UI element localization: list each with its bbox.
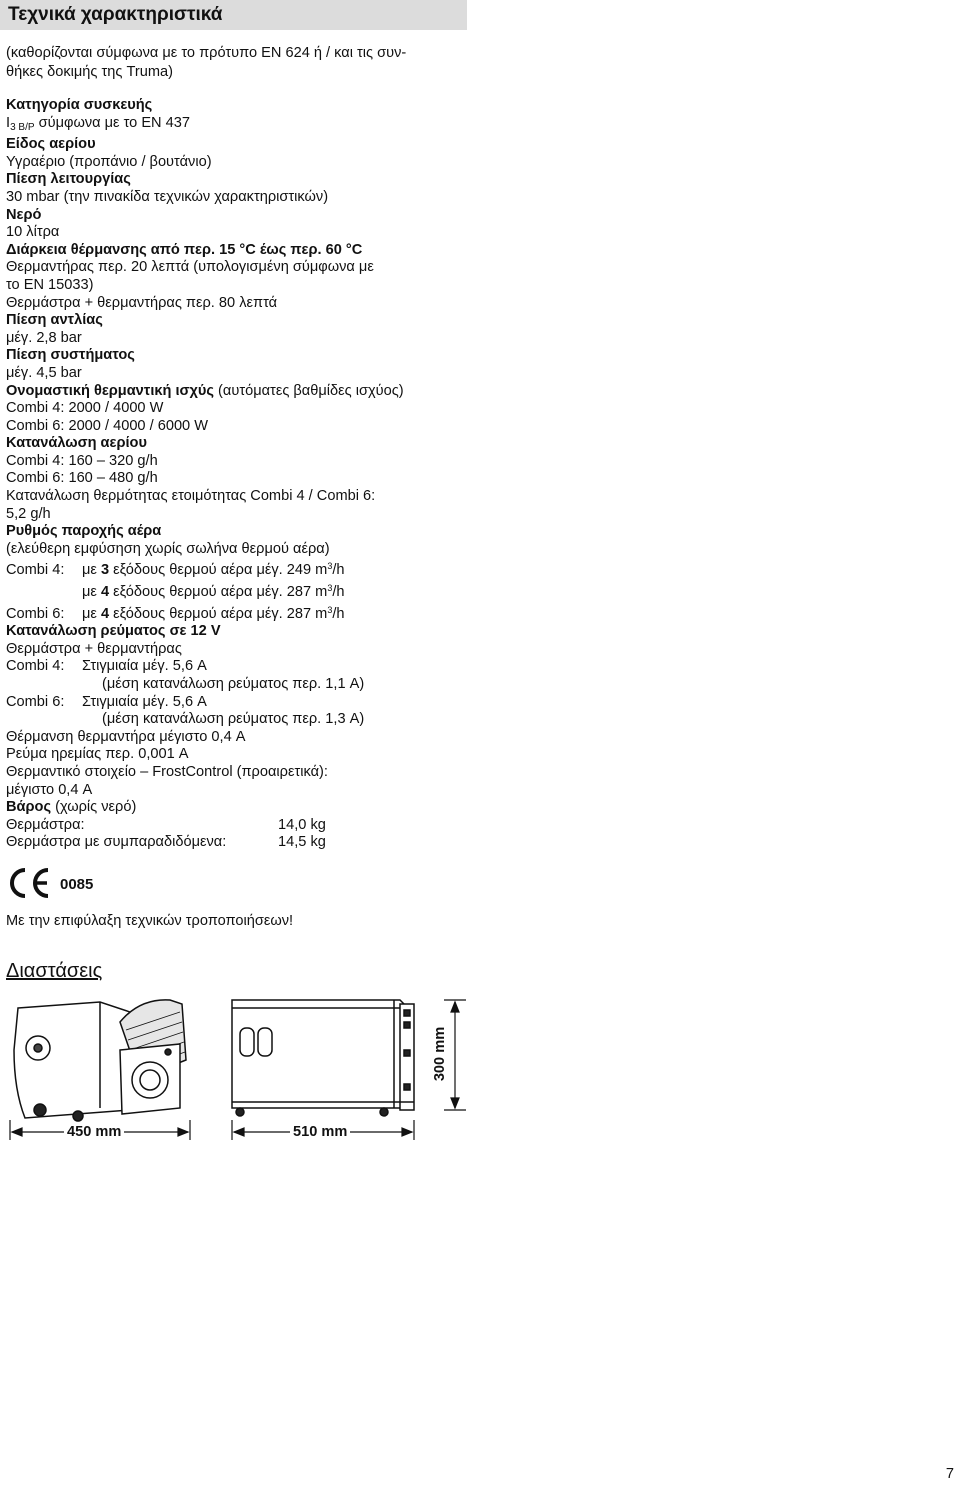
depth-dimension-label: 450 mm [64,1124,124,1140]
height-dimension-label: 300 mm [432,1024,448,1084]
spec-heading: Κατηγορία συσκευής [6,97,153,113]
spec-heading: Πίεση αντλίας [6,312,103,329]
intro-line: (καθορίζονται σύμφωνα με το πρότυπο EN 624 ή / και τις συν- [6,45,407,61]
spec-value: μέγ. 4,5 bar [6,364,82,381]
spec-value: Θερμαντικό στοιχείο – FrostControl (προαιρετικά): [6,763,328,780]
current-row-combi6-avg: (μέση κατανάλωση ρεύματος περ. 1,3 A) [102,711,365,728]
technical-changes-notice: Με την επιφύλαξη τεχνικών τροποποιήσεων! [6,913,294,929]
air-row-combi4-3: Combi 4: με 3 εξόδους θερμού αέρα μέγ. 249 $m^3/h$ [6,561,345,579]
weight-row-accessories: Θερμάστρα με συμπαραδιδόμενα: 14,5 kg [6,834,326,851]
spec-value: Θερμαντήρας περ. 20 λεπτά (υπολογισμένη σύμφωνα με [6,259,374,276]
spec-value: 10 λίτρα [6,224,60,241]
spec-value: Ρεύμα ηρεμίας περ. 0,001 A [6,746,189,763]
spec-heading: Είδος αερίου [6,136,96,153]
spec-value: Κατανάλωση θερμότητας ετοιμότητας Combi 4 / Combi 6: [6,488,376,505]
heater-side-view [14,1000,186,1121]
intro-text [6,44,406,82]
air-row-combi4-4: με 4 εξόδους θερμού αέρα μέγ. 287 $m^3/h$ [82,583,345,601]
page-title-bar [0,0,467,30]
specs-list [6,97,404,852]
page-title: Τεχνικά χαρακτηριστικά [8,4,223,25]
spec-value: Combi 4: 2000 / 4000 W [6,400,164,417]
spec-value: Θερμάστρα + θερμαντήρας [6,640,182,657]
spec-heading: Κατανάλωση ρεύματος σε 12 V [6,623,221,640]
spec-heading: Ρυθμός παροχής αέρα [6,523,162,540]
spec-value: Combi 6: 2000 / 4000 / 6000 W [6,417,209,434]
intro-line: θήκες δοκιμής της Truma) [6,64,173,80]
dimensions-heading: Διαστάσεις [6,960,103,982]
spec-heading: Πίεση συστήματος [6,347,135,364]
spec-heading-line: Ονομαστική θερμαντική ισχύς (αυτόματες βαθμίδες ισχύος) [6,382,404,399]
width-dimension-label: 510 mm [290,1124,350,1140]
spec-value: Θέρμανση θερμαντήρα μέγιστο 0,4 A [6,728,246,745]
ce-mark-icon [6,866,54,900]
spec-value: (ελεύθερη εμφύσηση χωρίς σωλήνα θερμού αέρα) [6,540,330,557]
spec-heading: Νερό [6,206,42,223]
spec-value: 5,2 g/h [6,505,51,522]
spec-value: Combi 6: 160 – 480 g/h [6,470,158,487]
spec-value: 30 mbar (την πινακίδα τεχνικών χαρακτηριστικών) [6,188,329,205]
spec-heading: Κατανάλωση αερίου [6,435,147,452]
spec-value: Θερμάστρα + θερμαντήρας περ. 80 λεπτά [6,294,278,311]
spec-value: μέγ. 2,8 bar [6,329,82,346]
spec-value: Υγραέριο (προπάνιο / βουτάνιο) [6,153,212,170]
spec-value: μέγιστο 0,4 A [6,781,93,798]
air-row-combi6: Combi 6: με 4 εξόδους θερμού αέρα μέγ. 287 $m^3/h$ [6,604,345,622]
spec-heading-line: Βάρος (χωρίς νερό) [6,799,137,816]
spec-heading: Διάρκεια θέρμανσης από περ. 15 °C έως περ. 60 °C [6,241,363,258]
ce-number: 0085 [60,876,94,893]
current-row-combi6: Combi 6: Στιγμιαία μέγ. 5,6 A [6,693,207,710]
spec-value: Combi 4: 160 – 320 g/h [6,452,158,469]
heater-front-view [232,1000,414,1116]
spec-heading: Πίεση λειτουργίας [6,171,131,188]
spec-value: $I_{3 B/P}$ σύμφωνα με το EN 437 [6,114,191,133]
spec-value: το EN 15033) [6,276,94,293]
weight-row-heater: Θερμάστρα: 14,0 kg [6,816,326,833]
current-row-combi4: Combi 4: Στιγμιαία μέγ. 5,6 A [6,658,207,675]
current-row-combi4-avg: (μέση κατανάλωση ρεύματος περ. 1,1 A) [102,676,365,692]
page-number: 7 [945,1466,954,1482]
